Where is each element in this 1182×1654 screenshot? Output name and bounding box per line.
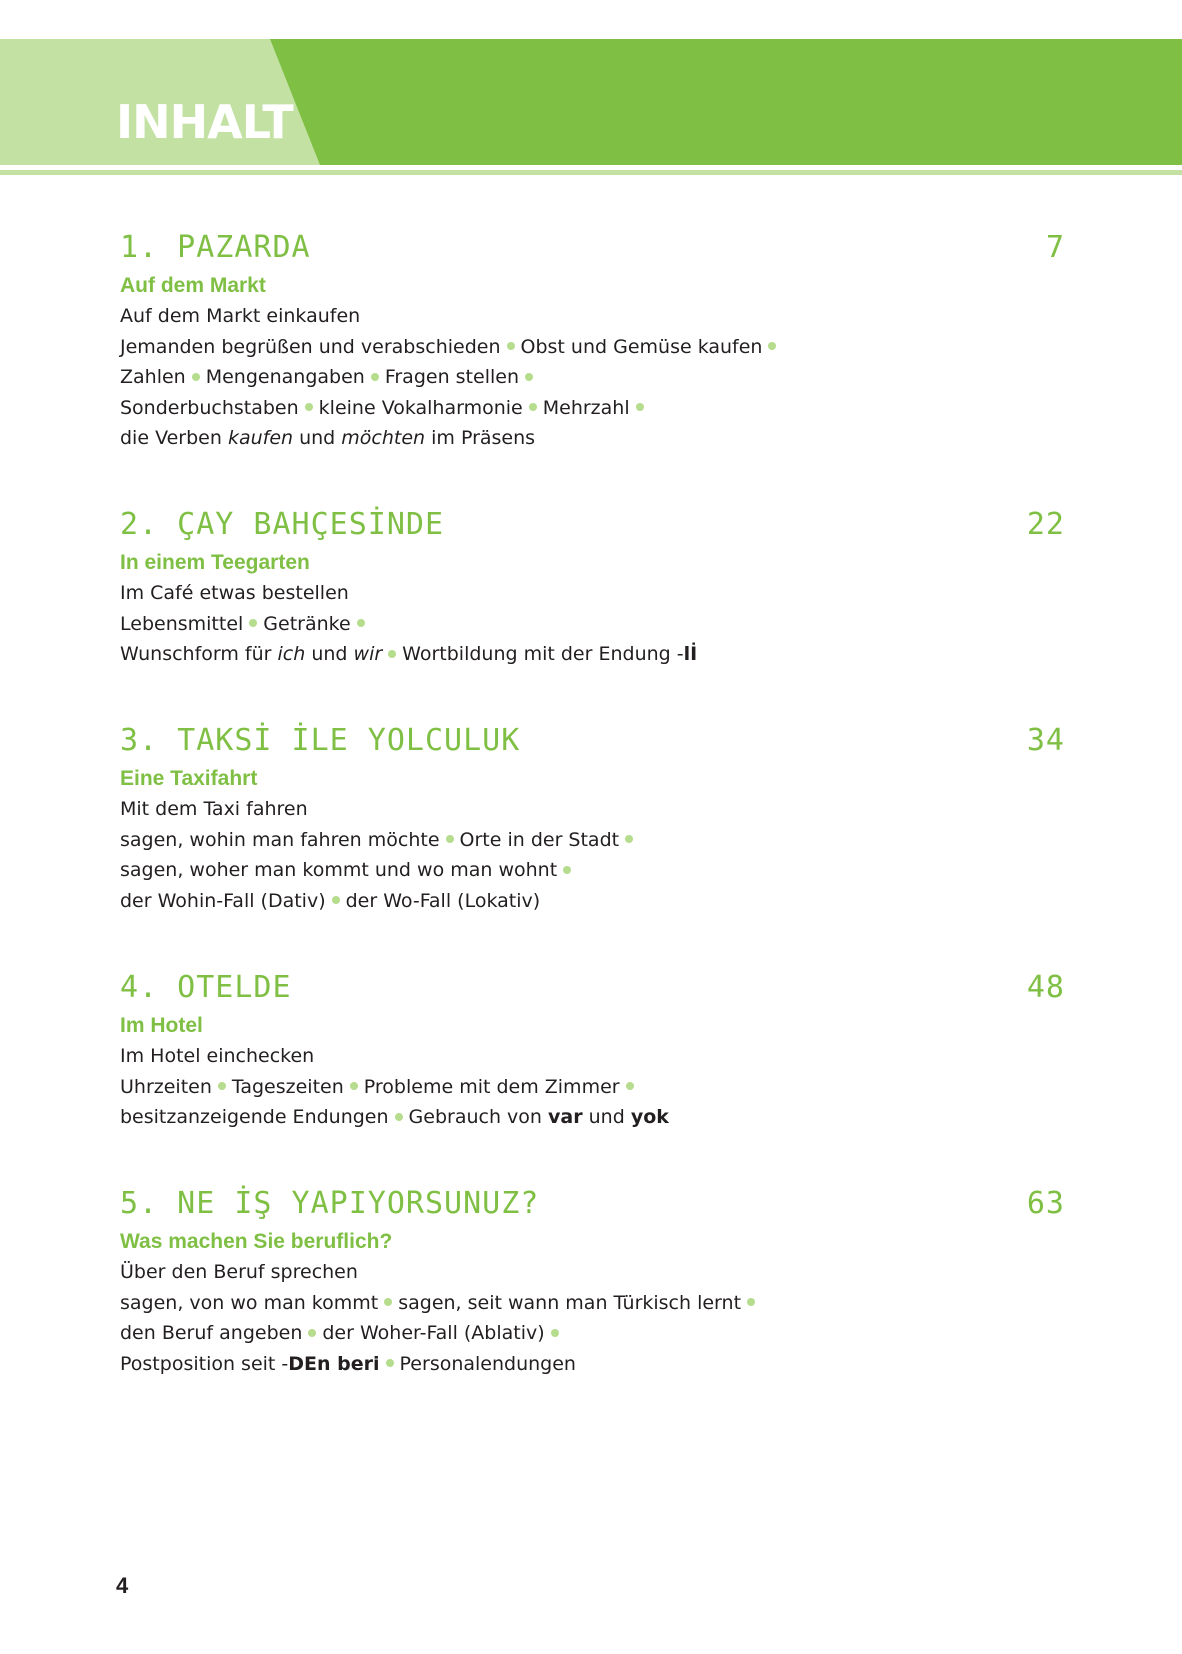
chapter-title: 3. TAKSİ İLE YOLCULUK bbox=[120, 723, 521, 758]
bullet-dot-icon bbox=[626, 1082, 634, 1090]
bullet-dot-icon bbox=[305, 403, 313, 411]
topic-text: sagen, seit wann man Türkisch lernt bbox=[398, 1291, 742, 1314]
bullet-dot-icon bbox=[507, 342, 515, 350]
topic-text: Wunschform für bbox=[120, 643, 278, 665]
bullet-dot-icon bbox=[308, 1329, 316, 1337]
topic-line bbox=[120, 1041, 1065, 1072]
topic-text: sagen, von wo man kommt bbox=[120, 1291, 379, 1314]
bullet-dot-icon bbox=[625, 835, 633, 843]
topic-text: yok bbox=[630, 1106, 669, 1128]
chapter-heading bbox=[120, 1184, 1065, 1224]
chapter-page[interactable]: 34 bbox=[1026, 723, 1065, 758]
topic-text: möchten bbox=[341, 427, 426, 449]
topic-text: besitzanzeigende Endungen bbox=[120, 1106, 389, 1128]
page-number: 4 bbox=[116, 1573, 129, 1598]
chapter-5 bbox=[120, 1184, 1065, 1379]
topic-line bbox=[120, 794, 1065, 825]
topic-text: und bbox=[305, 643, 354, 665]
topic-text: Lebensmittel bbox=[120, 612, 244, 635]
chapter-subtitle: Auf dem Markt bbox=[120, 274, 266, 297]
bullet-dot-icon bbox=[446, 835, 454, 843]
topic-text: der Wohin-Fall (Dativ) bbox=[120, 889, 326, 912]
topic-line bbox=[120, 886, 1065, 917]
topic-line bbox=[120, 1318, 1065, 1349]
topic-text: lİ bbox=[683, 643, 698, 665]
chapter-1 bbox=[120, 228, 1065, 454]
topic-line bbox=[120, 1072, 1065, 1103]
topic-text: der Wo-Fall (Lokativ) bbox=[345, 889, 541, 912]
bullet-dot-icon bbox=[357, 619, 365, 627]
bullet-dot-icon bbox=[395, 1113, 403, 1121]
topic-text: Personalendungen bbox=[399, 1352, 576, 1375]
chapter-subtitle: Was machen Sie beruflich? bbox=[120, 1230, 393, 1253]
bullet-dot-icon bbox=[636, 403, 644, 411]
chapter-title: 4. OTELDE bbox=[120, 970, 292, 1005]
chapter-page[interactable]: 48 bbox=[1026, 970, 1065, 1005]
chapter-topics bbox=[120, 1257, 1065, 1379]
topic-text: Getränke bbox=[263, 612, 351, 635]
header-rule bbox=[0, 170, 1182, 175]
topic-line bbox=[120, 332, 1065, 363]
topic-line bbox=[120, 1349, 1065, 1380]
bullet-dot-icon bbox=[525, 373, 533, 381]
chapter-heading bbox=[120, 505, 1065, 545]
topic-line bbox=[120, 1257, 1065, 1288]
topic-text: im Präsens bbox=[425, 427, 536, 449]
topic-text: Wortbildung mit der Endung - bbox=[402, 643, 684, 665]
chapter-subtitle: In einem Teegarten bbox=[120, 551, 310, 574]
chapter-title: 1. PAZARDA bbox=[120, 230, 311, 265]
chapter-topics bbox=[120, 301, 1065, 454]
bullet-dot-icon bbox=[529, 403, 537, 411]
topic-text: Fragen stellen bbox=[384, 366, 519, 388]
topic-text: DEn beri bbox=[288, 1352, 380, 1375]
topic-text: kaufen bbox=[227, 427, 294, 449]
topic-text: var bbox=[548, 1106, 583, 1128]
chapter-4 bbox=[120, 968, 1065, 1133]
topic-text: und bbox=[582, 1106, 631, 1128]
topic-line bbox=[120, 1288, 1065, 1319]
bullet-dot-icon bbox=[388, 650, 396, 658]
bullet-dot-icon bbox=[563, 866, 571, 874]
topic-text: Orte in der Stadt bbox=[459, 828, 620, 851]
topic-text: sagen, woher man kommt und wo man wohnt bbox=[120, 859, 558, 881]
chapter-2 bbox=[120, 505, 1065, 670]
topic-line bbox=[120, 578, 1065, 609]
bullet-dot-icon bbox=[218, 1082, 226, 1090]
topic-line bbox=[120, 609, 1065, 640]
topic-text: wir bbox=[353, 643, 383, 665]
chapter-page[interactable]: 7 bbox=[1045, 230, 1065, 265]
topic-text: und bbox=[293, 427, 342, 449]
topic-text: Jemanden begrüßen und verabschieden bbox=[120, 335, 501, 358]
page-title: INHALT bbox=[116, 95, 293, 149]
topic-text: Mit dem Taxi fahren bbox=[120, 798, 308, 820]
topic-text: Sonderbuchstaben bbox=[120, 396, 299, 419]
chapter-title: 5. NE İŞ YAPIYORSUNUZ? bbox=[120, 1186, 540, 1221]
bullet-dot-icon bbox=[371, 373, 379, 381]
topic-line bbox=[120, 393, 1065, 424]
chapter-subtitle: Eine Taxifahrt bbox=[120, 767, 258, 790]
topic-text: den Beruf angeben bbox=[120, 1322, 303, 1344]
chapter-3 bbox=[120, 721, 1065, 916]
topic-text: Tageszeiten bbox=[231, 1075, 344, 1098]
topic-text: kleine Vokalharmonie bbox=[318, 396, 523, 419]
bullet-dot-icon bbox=[249, 619, 257, 627]
topic-text: Zahlen bbox=[120, 366, 186, 388]
topic-text: Postposition seit - bbox=[120, 1352, 289, 1375]
topic-text: Obst und Gemüse kaufen bbox=[520, 335, 763, 358]
topic-line bbox=[120, 855, 1065, 886]
chapter-topics bbox=[120, 794, 1065, 916]
topic-text: der Woher-Fall (Ablativ) bbox=[322, 1322, 545, 1344]
chapter-page[interactable]: 63 bbox=[1026, 1186, 1065, 1221]
bullet-dot-icon bbox=[551, 1329, 559, 1337]
chapter-heading bbox=[120, 228, 1065, 268]
bullet-dot-icon bbox=[768, 342, 776, 350]
topic-text: Mehrzahl bbox=[542, 396, 630, 419]
topic-text: Uhrzeiten bbox=[120, 1075, 212, 1098]
topic-text: Mengenangaben bbox=[205, 366, 365, 388]
chapter-title: 2. ÇAY BAHÇESİNDE bbox=[120, 507, 445, 542]
bullet-dot-icon bbox=[386, 1359, 394, 1367]
topic-text: Im Café etwas bestellen bbox=[120, 582, 349, 604]
topic-text: sagen, wohin man fahren möchte bbox=[120, 828, 440, 851]
topic-text: ich bbox=[277, 643, 306, 665]
topic-text: die Verben bbox=[120, 427, 228, 449]
topic-text: Auf dem Markt einkaufen bbox=[120, 305, 361, 327]
topic-line bbox=[120, 362, 1065, 393]
topic-line bbox=[120, 639, 1065, 670]
topic-line bbox=[120, 423, 1065, 454]
topic-line bbox=[120, 301, 1065, 332]
topic-line bbox=[120, 1102, 1065, 1133]
chapter-heading bbox=[120, 721, 1065, 761]
topic-text: Im Hotel einchecken bbox=[120, 1045, 315, 1067]
topic-text: Über den Beruf sprechen bbox=[120, 1261, 358, 1283]
chapter-topics bbox=[120, 1041, 1065, 1133]
chapter-subtitle: Im Hotel bbox=[120, 1014, 203, 1037]
topic-line bbox=[120, 825, 1065, 856]
bullet-dot-icon bbox=[384, 1298, 392, 1306]
chapter-page[interactable]: 22 bbox=[1026, 507, 1065, 542]
bullet-dot-icon bbox=[350, 1082, 358, 1090]
bullet-dot-icon bbox=[332, 896, 340, 904]
topic-text: Gebrauch von bbox=[408, 1106, 548, 1128]
bullet-dot-icon bbox=[747, 1298, 755, 1306]
bullet-dot-icon bbox=[192, 373, 200, 381]
topic-text: Probleme mit dem Zimmer bbox=[363, 1075, 620, 1098]
chapter-topics bbox=[120, 578, 1065, 670]
chapter-heading bbox=[120, 968, 1065, 1008]
